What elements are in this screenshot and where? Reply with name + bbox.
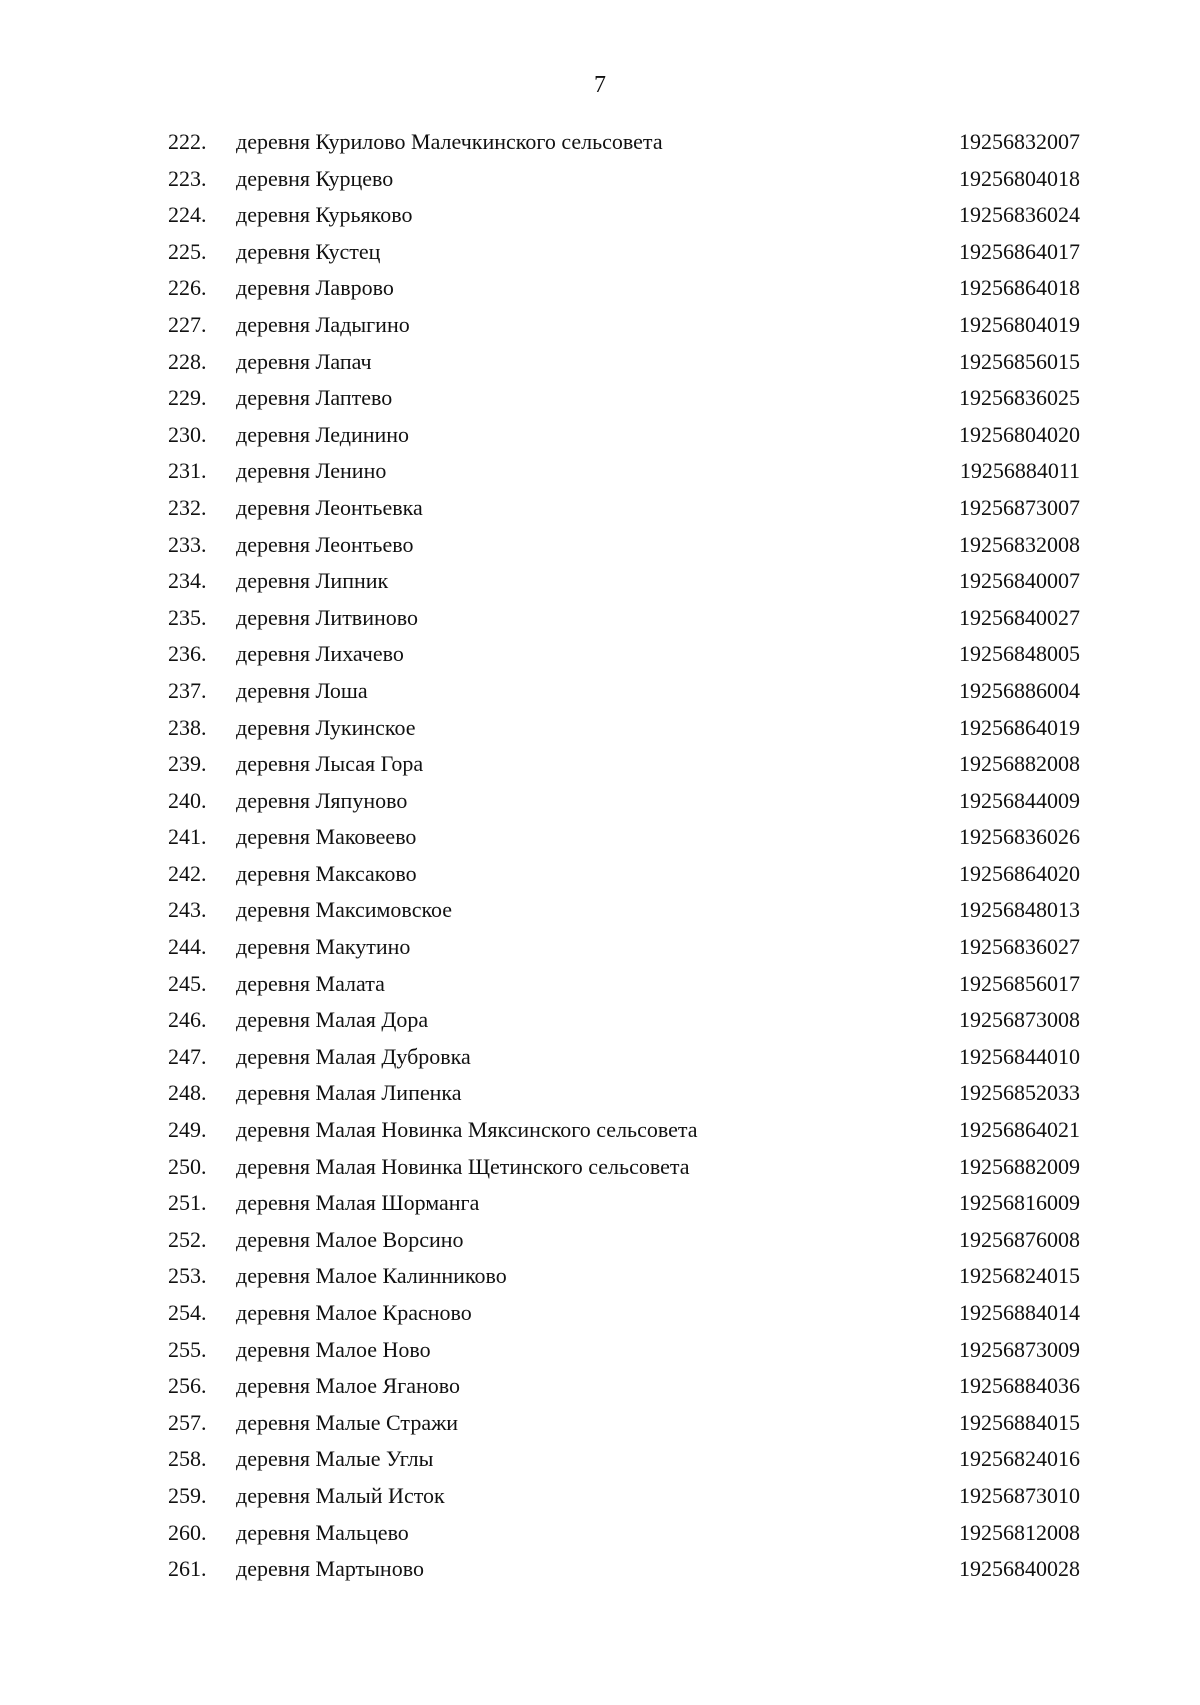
settlement-name: деревня Малые Стражи [236, 1409, 459, 1435]
row-number: 252. [168, 1226, 207, 1252]
settlement-name: деревня Лукинское [236, 714, 416, 740]
page-number: 7 [594, 72, 606, 98]
list-item [160, 1258, 1080, 1295]
settlement-name: деревня Макутино [236, 934, 411, 960]
settlement-name: деревня Лихачево [236, 641, 404, 667]
row-number: 256. [168, 1373, 207, 1399]
okato-code: 19256864021 [959, 1117, 1080, 1143]
okato-code: 19256873008 [959, 1007, 1080, 1033]
list-item [160, 380, 1080, 417]
okato-code: 19256824015 [959, 1263, 1080, 1289]
row-number: 224. [168, 202, 207, 228]
settlement-name: деревня Малая Дубровка [236, 1043, 471, 1069]
okato-code: 19256816009 [959, 1190, 1080, 1216]
okato-code: 19256873010 [959, 1482, 1080, 1508]
list-item [160, 673, 1080, 710]
list-item [160, 636, 1080, 673]
list-item [160, 197, 1080, 234]
row-number: 231. [168, 458, 207, 484]
list-item [160, 1368, 1080, 1405]
list-item [160, 1551, 1080, 1588]
okato-code: 19256864017 [959, 238, 1080, 264]
settlement-name: деревня Малое Красново [236, 1300, 472, 1325]
list-item [160, 1185, 1080, 1222]
settlement-name: деревня Лаврово [236, 275, 394, 301]
row-number: 250. [168, 1153, 207, 1179]
list-item [160, 966, 1080, 1003]
row-number: 247. [168, 1043, 207, 1069]
row-number: 237. [168, 677, 207, 703]
settlement-name: деревня Маковеево [236, 824, 417, 850]
settlement-name: деревня Курьяково [236, 202, 413, 228]
row-number: 248. [168, 1080, 207, 1106]
list-item [160, 1149, 1080, 1186]
okato-code: 19256856015 [959, 348, 1080, 374]
list-item [160, 1295, 1080, 1332]
row-number: 253. [168, 1263, 207, 1289]
okato-code: 19256884011 [959, 458, 1080, 484]
settlement-name: деревня Курилово Малечкинского сельсовета [236, 129, 663, 154]
list-item [160, 1332, 1080, 1369]
settlement-name: деревня Лоша [236, 677, 368, 703]
list-item [160, 270, 1080, 307]
okato-code: 19256832007 [959, 129, 1080, 154]
row-number: 225. [168, 238, 207, 264]
list-item [160, 1405, 1080, 1442]
list-item [160, 527, 1080, 564]
list-item [160, 124, 1080, 161]
okato-code: 19256844009 [959, 787, 1080, 813]
okato-code: 19256882008 [959, 751, 1080, 777]
list-item [160, 1441, 1080, 1478]
settlement-name: деревня Курцево [236, 165, 394, 191]
settlement-list [160, 124, 1080, 1588]
row-number: 222. [168, 129, 207, 154]
settlement-name: деревня Леонтьевка [236, 494, 423, 520]
row-number: 236. [168, 641, 207, 667]
row-number: 255. [168, 1336, 207, 1362]
list-item [160, 1222, 1080, 1259]
row-number: 239. [168, 751, 207, 777]
list-item [160, 1112, 1080, 1149]
list-item [160, 892, 1080, 929]
okato-code: 19256804018 [959, 165, 1080, 191]
okato-code: 19256873009 [959, 1336, 1080, 1362]
okato-code: 19256836025 [959, 385, 1080, 411]
row-number: 223. [168, 165, 207, 191]
okato-code: 19256884015 [959, 1409, 1080, 1435]
list-item [160, 600, 1080, 637]
okato-code: 19256844010 [959, 1043, 1080, 1069]
row-number: 261. [168, 1556, 207, 1582]
list-item [160, 307, 1080, 344]
row-number: 254. [168, 1300, 207, 1325]
okato-code: 19256804020 [959, 421, 1080, 447]
okato-code: 19256856017 [959, 970, 1080, 996]
okato-code: 19256864019 [959, 714, 1080, 740]
row-number: 234. [168, 568, 207, 594]
okato-code: 19256840007 [959, 568, 1080, 594]
row-number: 242. [168, 860, 207, 886]
list-item [160, 1039, 1080, 1076]
settlement-name: деревня Малые Углы [236, 1446, 434, 1472]
settlement-name: деревня Малая Шорманга [236, 1190, 480, 1216]
settlement-name: деревня Малое Калинниково [236, 1263, 507, 1289]
list-item [160, 746, 1080, 783]
row-number: 257. [168, 1409, 207, 1435]
row-number: 249. [168, 1117, 207, 1143]
settlement-name: деревня Максимовское [236, 897, 453, 923]
row-number: 241. [168, 824, 207, 850]
okato-code: 19256840028 [959, 1556, 1080, 1582]
okato-code: 19256836027 [959, 934, 1080, 960]
row-number: 245. [168, 970, 207, 996]
row-number: 251. [168, 1190, 207, 1216]
okato-code: 19256804019 [959, 311, 1080, 337]
settlement-name: деревня Лаптево [236, 385, 393, 411]
settlement-name: деревня Малое Яганово [236, 1373, 461, 1399]
settlement-name: деревня Малата [236, 970, 385, 996]
row-number: 227. [168, 311, 207, 337]
settlement-name: деревня Лысая Гора [236, 751, 424, 777]
settlement-name: деревня Кустец [236, 238, 381, 264]
settlement-name: деревня Малая Новинка Мяксинского сельсовета [236, 1117, 698, 1143]
list-item [160, 710, 1080, 747]
settlement-name: деревня Ляпуново [236, 787, 408, 813]
settlement-name: деревня Лединино [236, 421, 410, 447]
list-item [160, 453, 1080, 490]
row-number: 226. [168, 275, 207, 301]
okato-code: 19256848005 [959, 641, 1080, 667]
row-number: 228. [168, 348, 207, 374]
list-item [160, 1515, 1080, 1552]
okato-code: 19256873007 [959, 494, 1080, 520]
settlement-name: деревня Малый Исток [236, 1482, 445, 1508]
settlement-name: деревня Ленино [236, 458, 387, 484]
row-number: 232. [168, 494, 207, 520]
list-item [160, 1075, 1080, 1112]
row-number: 258. [168, 1446, 207, 1472]
okato-code: 19256836024 [959, 202, 1080, 228]
settlement-name: деревня Ладыгино [236, 311, 410, 337]
list-item [160, 856, 1080, 893]
settlement-name: деревня Мальцево [236, 1519, 409, 1545]
list-item [160, 819, 1080, 856]
row-number: 230. [168, 421, 207, 447]
settlement-name: деревня Липник [236, 568, 389, 594]
row-number: 243. [168, 897, 207, 923]
settlement-name: деревня Леонтьево [236, 531, 414, 557]
row-number: 240. [168, 787, 207, 813]
list-item [160, 563, 1080, 600]
settlement-name: деревня Малая Дора [236, 1007, 429, 1033]
list-item [160, 1478, 1080, 1515]
settlement-name: деревня Мартыново [236, 1556, 424, 1582]
list-item [160, 490, 1080, 527]
row-number: 244. [168, 934, 207, 960]
okato-code: 19256884014 [959, 1300, 1080, 1325]
list-item [160, 1002, 1080, 1039]
okato-code: 19256848013 [959, 897, 1080, 923]
list-item [160, 234, 1080, 271]
row-number: 260. [168, 1519, 207, 1545]
list-item [160, 417, 1080, 454]
okato-code: 19256864018 [959, 275, 1080, 301]
settlement-name: деревня Лапач [236, 348, 372, 374]
row-number: 238. [168, 714, 207, 740]
okato-code: 19256852033 [959, 1080, 1080, 1106]
list-item [160, 929, 1080, 966]
okato-code: 19256824016 [959, 1446, 1080, 1472]
settlement-name: деревня Литвиново [236, 604, 418, 630]
settlement-name: деревня Малое Ново [236, 1336, 431, 1362]
settlement-name: деревня Максаково [236, 860, 417, 886]
list-item [160, 783, 1080, 820]
okato-code: 19256882009 [959, 1153, 1080, 1179]
settlement-name: деревня Малая Липенка [236, 1080, 462, 1106]
list-item [160, 161, 1080, 198]
okato-code: 19256836026 [959, 824, 1080, 850]
row-number: 229. [168, 385, 207, 411]
settlement-name: деревня Малая Новинка Щетинского сельсовета [236, 1153, 690, 1179]
okato-code: 19256840027 [959, 604, 1080, 630]
row-number: 246. [168, 1007, 207, 1033]
okato-code: 19256864020 [959, 860, 1080, 886]
settlement-name: деревня Малое Ворсино [236, 1226, 464, 1252]
okato-code: 19256886004 [959, 677, 1080, 703]
okato-code: 19256812008 [959, 1519, 1080, 1545]
list-item [160, 344, 1080, 381]
row-number: 233. [168, 531, 207, 557]
okato-code: 19256884036 [959, 1373, 1080, 1399]
okato-code: 19256832008 [959, 531, 1080, 557]
row-number: 235. [168, 604, 207, 630]
row-number: 259. [168, 1482, 207, 1508]
okato-code: 19256876008 [959, 1226, 1080, 1252]
